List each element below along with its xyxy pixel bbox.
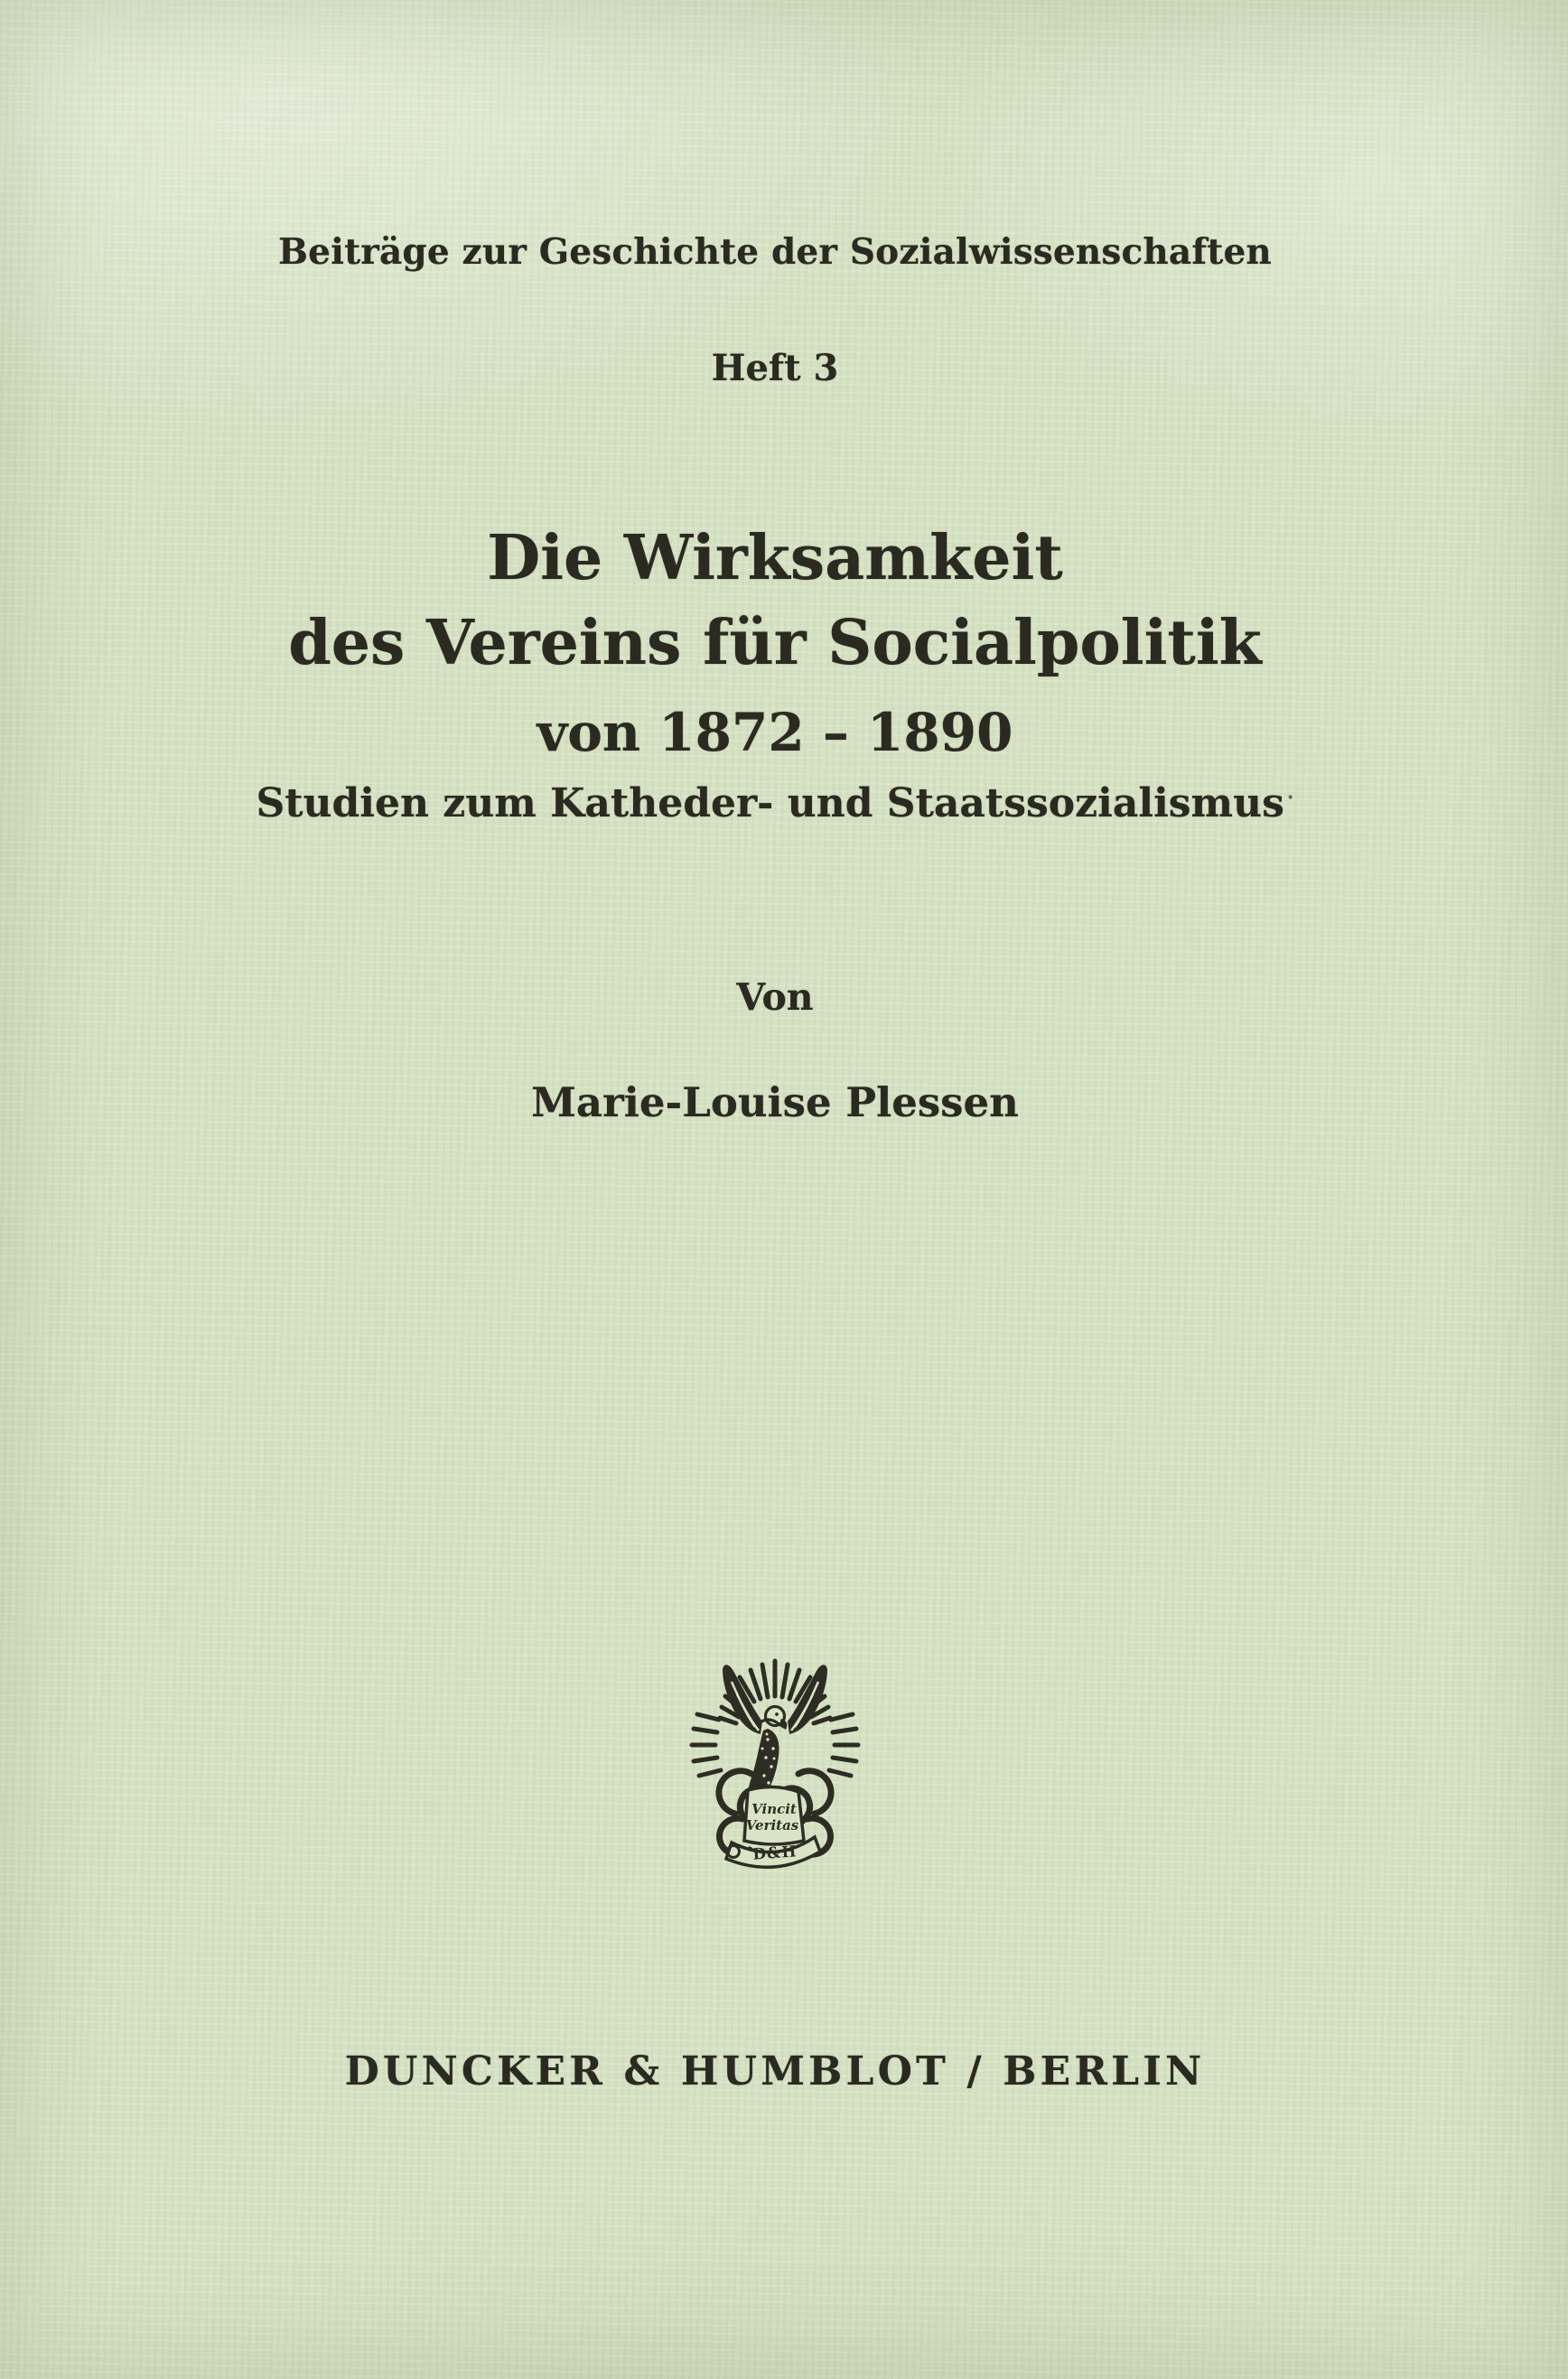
issue-number: Heft 3 xyxy=(711,347,839,389)
byline-label: Von xyxy=(736,975,814,1019)
title-line-3: von 1872 – 1890 xyxy=(537,702,1013,763)
title-line-1: Die Wirksamkeit xyxy=(487,522,1063,594)
eagle-sunburst-emblem-icon xyxy=(679,1631,871,1880)
series-title: Beiträge zur Geschichte der Sozialwissenschaften xyxy=(278,231,1272,273)
motto-line-2: Veritas xyxy=(745,1817,799,1833)
author-name: Marie-Louise Plessen xyxy=(531,1078,1019,1126)
publisher-monogram: D&H xyxy=(751,1843,798,1864)
title-line-2: des Vereins für Socialpolitik xyxy=(288,607,1262,679)
print-speck: · xyxy=(1286,786,1294,809)
eye-icon xyxy=(775,1712,779,1716)
publisher-emblem xyxy=(679,1631,871,1880)
motto-line-1: Vincit xyxy=(751,1801,797,1817)
publisher-line: DUNCKER & HUMBLOT / BERLIN xyxy=(344,2048,1206,2094)
subtitle-text: Studien zum Katheder- und Staatssozialismus xyxy=(256,780,1284,826)
subtitle xyxy=(0,780,1559,826)
